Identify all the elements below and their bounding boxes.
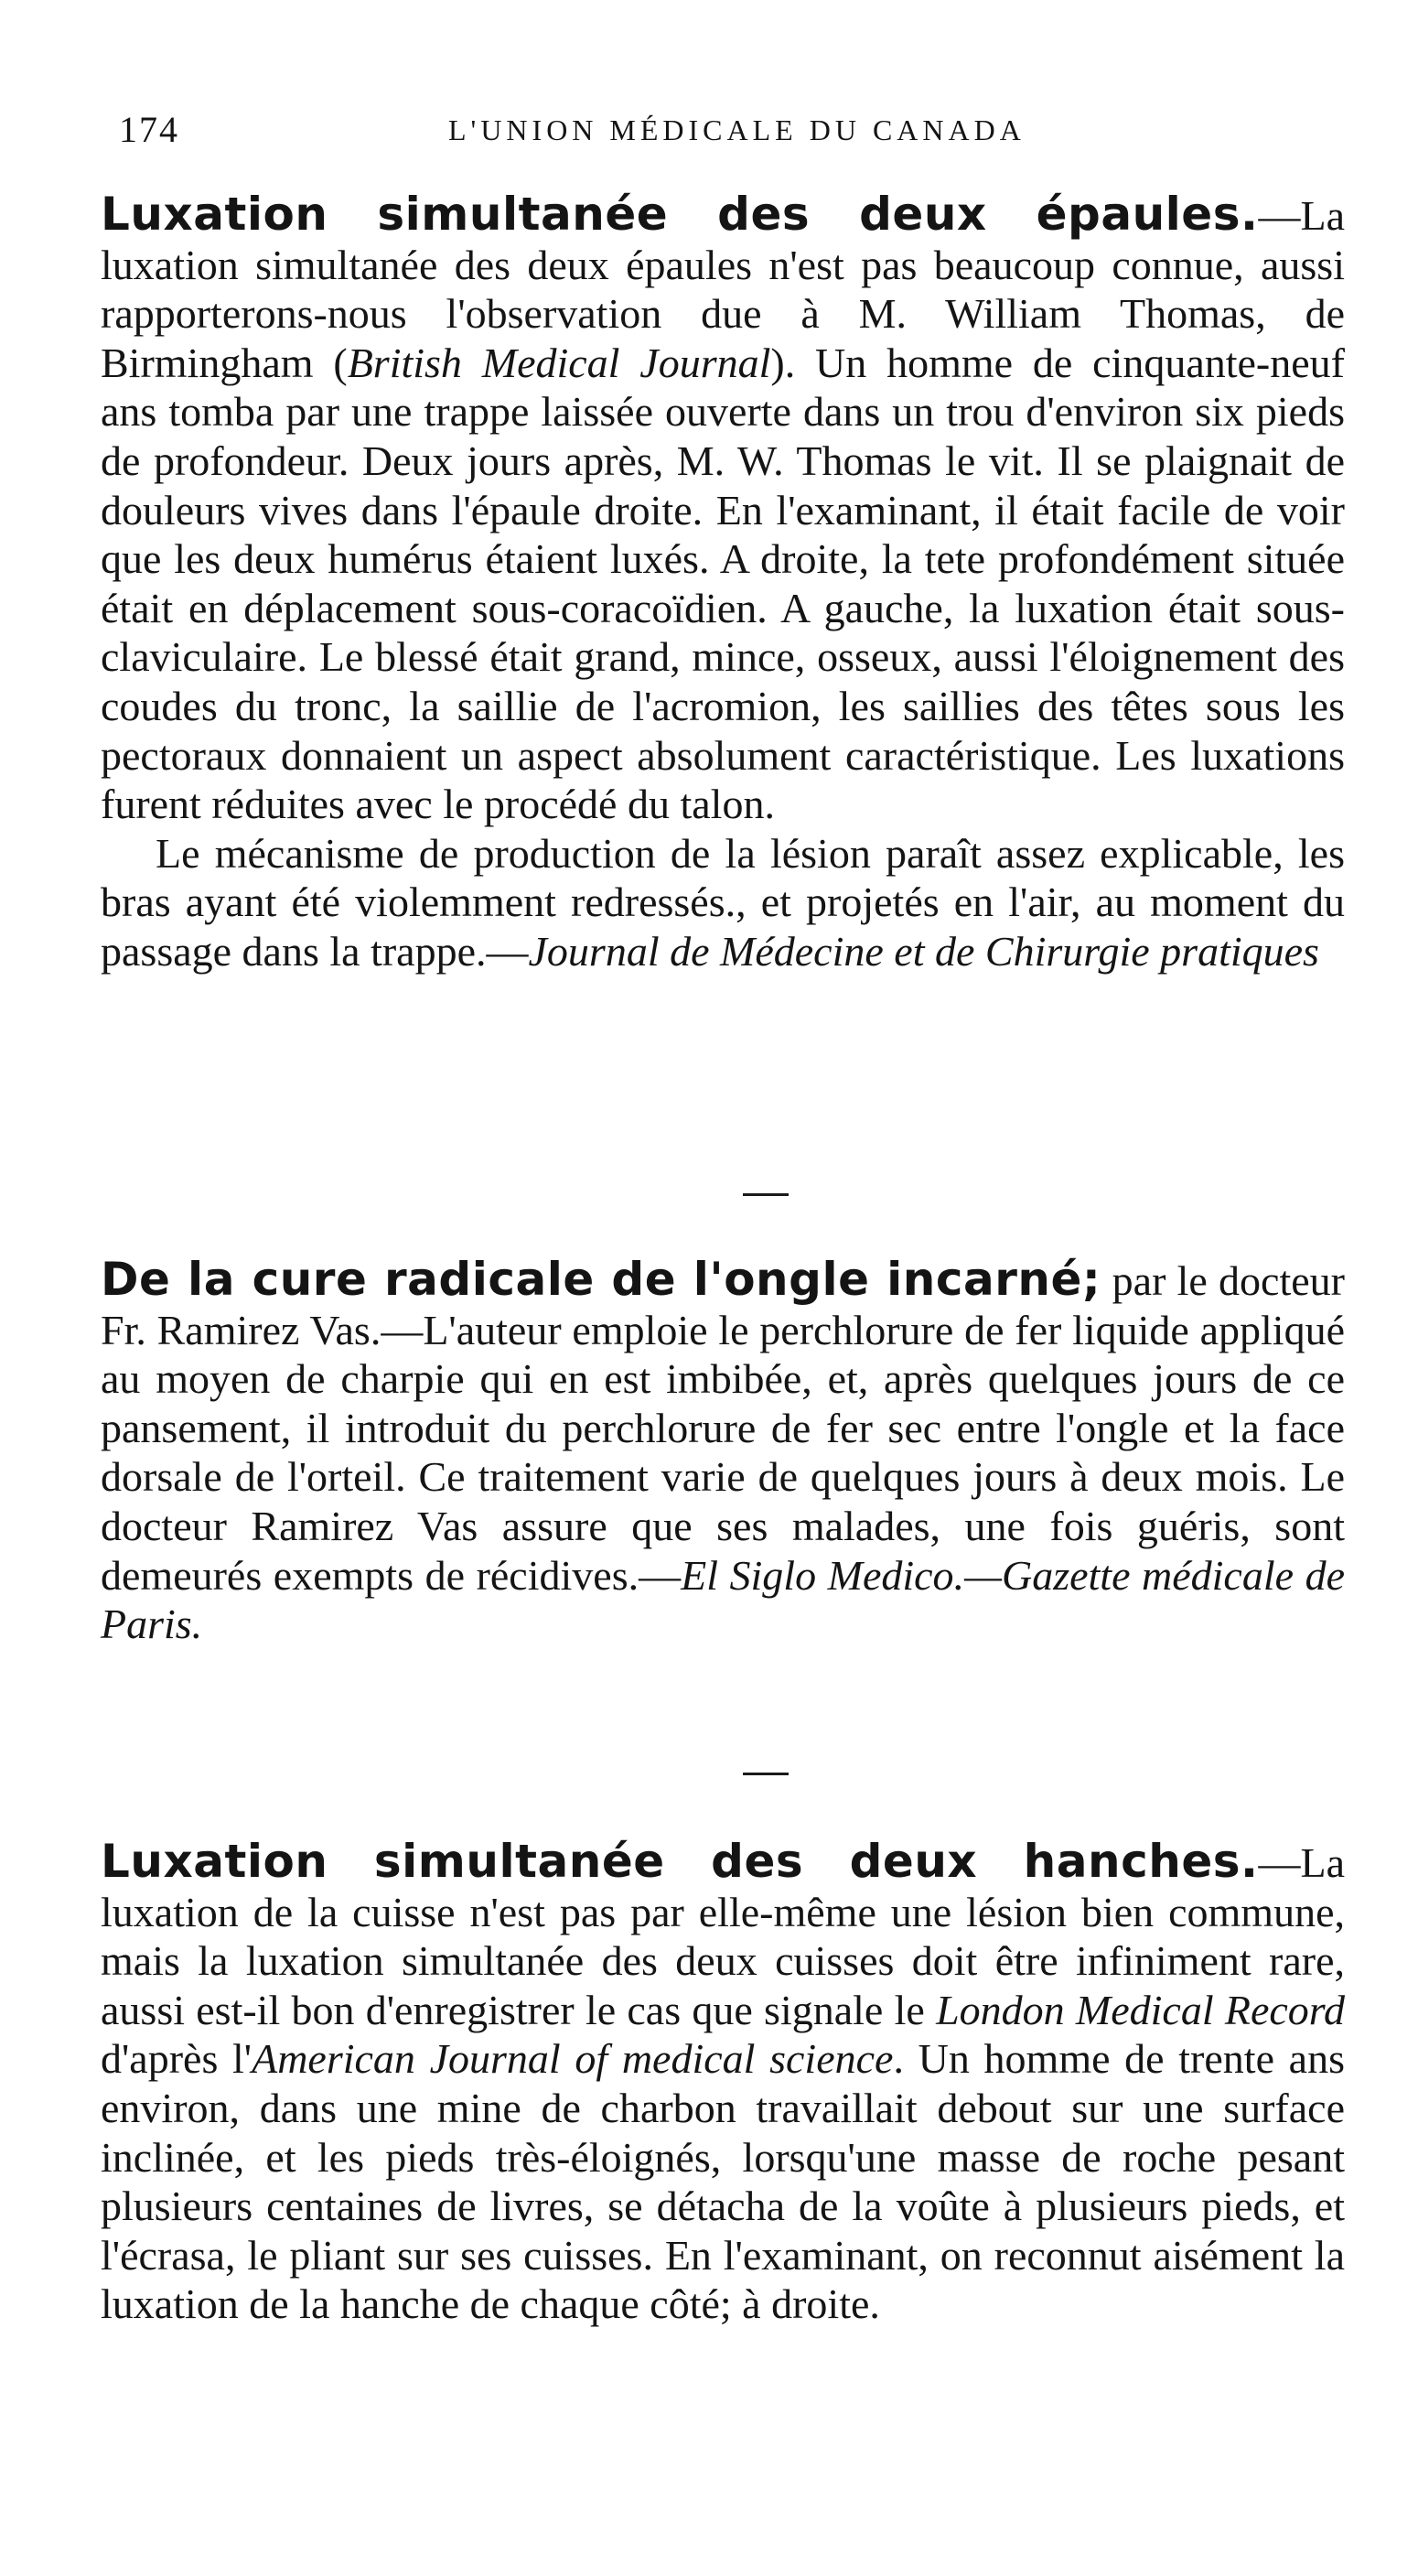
article-paragraph	[101, 1253, 1346, 1649]
source-reference: London Medical Record	[936, 1986, 1345, 2033]
article-paragraph	[101, 190, 1345, 829]
article-text: d'après l'	[101, 2035, 252, 2083]
article-text: —La luxation simultanée des deux épaules n'est pas beaucoup connue, aussi rapporterons-nous l'observation due à M. William Thomas, de Birmingham (	[101, 192, 1345, 386]
source-reference: El Siglo Medico	[681, 1551, 954, 1599]
journal-title: L'UNION MÉDICALE DU CANADA	[448, 113, 1026, 146]
article-paragraph	[101, 829, 1345, 976]
section-divider	[743, 1773, 789, 1775]
article-text: —La luxation de la cuisse n'est pas par elle-même une lésion bien commune, mais la luxation simultanée des deux cuisses doit être infiniment rare, aussi est-il bon d'enregistrer le cas que signale le	[101, 1839, 1345, 2033]
article-text: par le docteur Fr. Ramirez Vas.—L'auteur emploie le perchlorure de fer liquide appliqué au moyen de charpie qui en est imbibée, et, après quelques jours de ce pansement, il introduit du perchlorure de fer sec entre l'ongle et la face dorsale de l'orteil. Ce traitement varie de quelques jours à deux mois. Le docteur Ramirez Vas assure que ses malades, une fois guéris, sont demeurés exempts de récidives.—	[101, 1257, 1345, 1599]
article-text: . Un homme de trente ans environ, dans une mine de charbon travaillait debout sur une surface inclinée, et les pieds très-éloignés, lorsqu'une masse de roche pesant plusieurs centaines de livres, se détacha de la voûte à plusieurs pieds, et l'écrasa, le pliant sur ses cuisses. En l'examinant, on reconnut aisément la luxation de la hanche de chaque côté; à droite.	[101, 2035, 1345, 2328]
running-head	[119, 108, 1272, 163]
article-shoulder-luxation	[101, 190, 1345, 976]
citation-separator: .—	[953, 1551, 1002, 1599]
article-text: Le mécanisme de production de la lésion paraît assez explicable, les bras ayant été violemment redressés., et projetés en l'air, au moment du passage dans la trappe.—	[101, 829, 1345, 975]
article-hip-luxation	[101, 1835, 1345, 2329]
citation: Gazette médicale de Paris.	[101, 1551, 1346, 1648]
article-ingrown-nail	[101, 1253, 1346, 1649]
source-reference: British Medical Journal	[347, 339, 771, 386]
article-paragraph	[101, 1835, 1345, 2329]
section-divider	[743, 1193, 789, 1196]
citation: Journal de Médecine et de Chirurgie pratiques	[528, 927, 1319, 975]
article-headline: De la cure radicale de l'ongle incarné;	[101, 1253, 1101, 1306]
article-text: ). Un homme de cinquante-neuf ans tomba par une trappe laissée ouverte dans un trou d'environ six pieds de profondeur. Deux jours après, M. W. Thomas le vit. Il se plaignait de douleurs vives dans l'épaule droite. En l'examinant, il était facile de voir que les deux humérus étaient luxés. A droite, la tete profondément située était en déplacement sous-coracoïdien. A gauche, la luxation était sous-claviculaire. Le blessé était grand, mince, osseux, aussi l'éloignement des coudes du tronc, la saillie de l'acromion, les saillies des têtes sous les pectoraux donnaient un aspect absolument caractéristique. Les luxations furent réduites avec le procédé du talon.	[101, 339, 1345, 828]
article-headline: Luxation simultanée des deux épaules.	[101, 188, 1259, 241]
article-headline: Luxation simultanée des deux hanches.	[101, 1835, 1259, 1888]
source-reference: American Journal of medical science	[252, 2035, 894, 2083]
page-number: 174	[119, 109, 179, 150]
